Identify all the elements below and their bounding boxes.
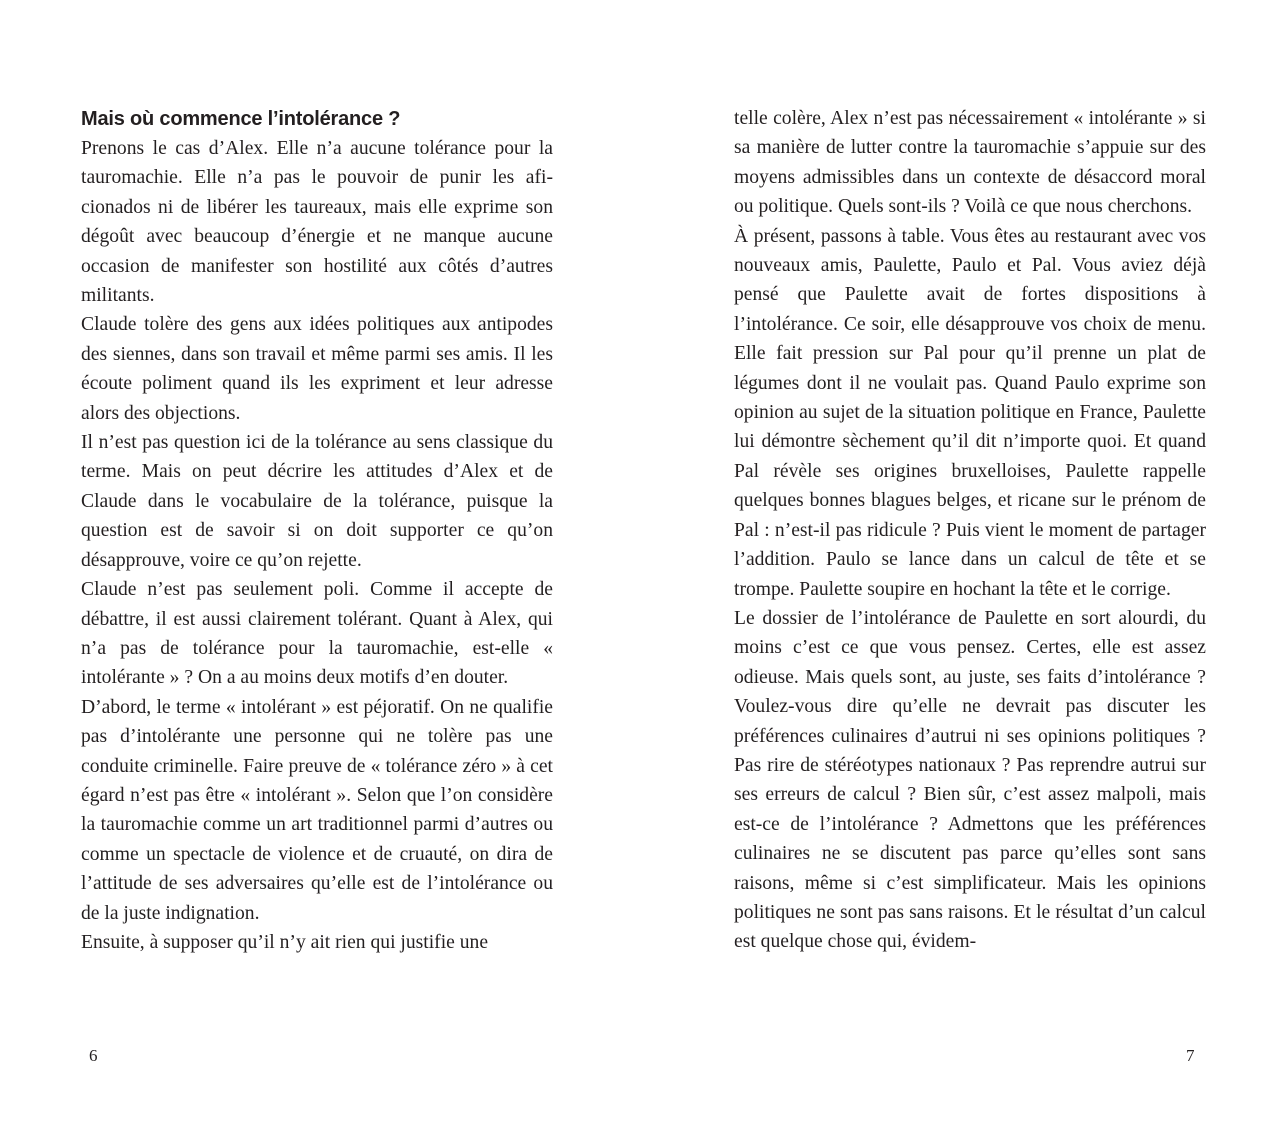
- paragraph: Il n’est pas question ici de la tolérance au sens classique du terme. Mais on peut décrire les attitudes d’Alex et de Claude dans le vocabulaire de la tolérance, puisque la question est de savoir si on doit supporter ce qu’on désapprouve, voire ce qu’on rejette.: [81, 432, 553, 571]
- paragraph: telle colère, Alex n’est pas nécessairement « intolérante » si sa manière de lutter contre la tauromachie s’appuie sur des moyens admissibles dans un contexte de désaccord moral ou politique. Quels sont-ils ? Voilà ce que nous cherchons.: [734, 108, 1206, 218]
- paragraph: Ensuite, à supposer qu’il n’y ait rien qui justifie une: [81, 931, 489, 953]
- right-page: [643, 0, 1286, 1125]
- paragraph: À présent, passons à table. Vous êtes au restaurant avec vos nouveaux amis, Paulette, Paulo et Pal. Vous aviez déjà pensé que Paulette avait de fortes dispositions à l’intolérance. Ce soir, elle désapprouve vos choix de menu. Elle fait pression sur Pal pour qu’il prenne un plat de légumes dont il ne voulait pas. Quand Paulo exprime son opinion au sujet de la situation politique en France, Paulette lui démontre sèchement qu’il dit n’importe quoi. Et quand Pal révèle ses origines bruxelloises, Paulette rappelle quelques bonnes blagues belges, et ricane sur le prénom de Pal : n’est-il pas ridicule ? Puis vient le moment de partager l’addition. Paulo se lance dans un calcul de tête et se trompe. Paulette soupire en hochant la tête et le corrige.: [734, 225, 1206, 600]
- paragraph: Le dossier de l’intolérance de Paulette en sort alourdi, du moins c’est ce que vous pensez. Certes, elle est assez odieuse. Mais quels sont, au juste, ses faits d’intolérance ? Voulez-vous dire qu’elle ne devrait pas discuter les préférences culinaires d’autrui ni ses opinions politiques ? Pas rire de stéréotypes nationaux ? Pas reprendre autrui sur ses erreurs de calcul ? Bien sûr, c’est assez malpoli, mais est-ce de l’intolérance ? Admettons que les préférences culinaires ne se discutent pas parce qu’elles sont sans raisons, même si c’est simplificateur. Mais les opinions politiques ne sont pas sans raisons. Et le résultat d’un calcul est quelque chose qui, évidem-: [734, 607, 1206, 953]
- paragraph: Prenons le cas d’Alex. Elle n’a aucune tolérance pour la tauromachie. Elle n’a pas le pouvoir de punir les aficionados ni de libérer les taureaux, mais elle exprime son dégoût avec beaucoup d’énergie et ne manque aucune occasion de manifester son hostilité aux côtés d’autres militants.: [81, 138, 553, 307]
- left-text-column: [81, 104, 553, 957]
- section-heading: Mais où commence l’intolérance ?: [81, 108, 401, 130]
- right-text-column: [734, 104, 1206, 957]
- paragraph: Claude n’est pas seulement poli. Comme il accepte de débattre, il est aussi clairement tolérant. Quant à Alex, qui n’a pas de tolérance pour la tauromachie, est-elle « intolérante » ? On a au moins deux motifs d’en douter.: [81, 579, 553, 689]
- paragraph: D’abord, le terme « intolérant » est péjoratif. On ne qualifie pas d’intolérante une personne qui ne tolère pas une conduite criminelle. Faire preuve de « tolérance zéro » à cet égard n’est pas être « intolérant ». Selon que l’on considère la tauromachie comme un art traditionnel parmi d’autres ou comme un spectacle de violence et de cruauté, on dira de l’attitude de ses adversaires qu’elle est de l’intolérance ou de la juste indignation.: [81, 696, 553, 924]
- paragraph: Claude tolère des gens aux idées politiques aux antipodes des siennes, dans son travail et même parmi ses amis. Il les écoute poliment quand ils les expriment et leur adresse alors des objections.: [81, 314, 553, 424]
- page-number: 6: [89, 1046, 98, 1065]
- page-number: 7: [1186, 1046, 1195, 1065]
